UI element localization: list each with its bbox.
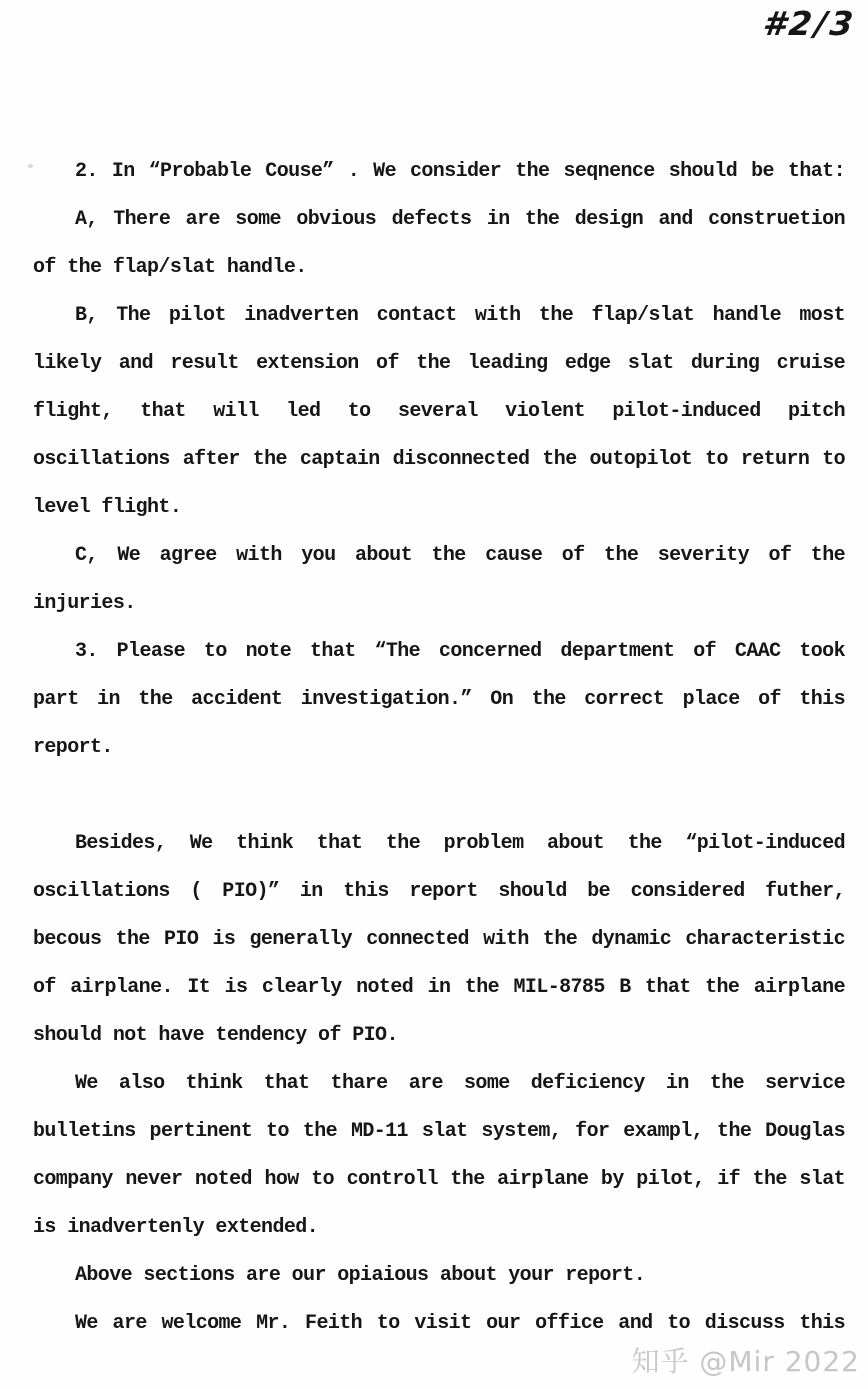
text-line: 3. Please to note that “The concerned department of CAAC took	[75, 640, 845, 663]
text-line: We are welcome Mr. Feith to visit our office and to discuss this	[75, 1312, 845, 1335]
text-line: level flight.	[33, 496, 182, 519]
letter-body	[33, 148, 845, 1348]
text-line: of airplane. It is clearly noted in the MIL-8785 B that the airplane	[33, 976, 845, 999]
text-line: oscillations after the captain disconnected the outopilot to return to	[33, 448, 845, 471]
watermark: 知乎 @Mir 2022	[631, 1345, 860, 1378]
text-line: injuries.	[33, 592, 136, 615]
handwritten-page-number: #2/3	[761, 4, 859, 43]
text-line: We also think that thare are some deficiency in the service	[75, 1072, 845, 1095]
text-line: B, The pilot inadverten contact with the flap/slat handle most	[75, 304, 845, 327]
text-line: is inadvertenly extended.	[33, 1216, 319, 1239]
text-line: should not have tendency of PIO.	[33, 1024, 398, 1047]
text-line: 2. In “Probable Couse” . We consider the seqnence should be that:	[75, 160, 845, 183]
text-line: oscillations ( PIO)” in this report should be considered futher,	[33, 880, 845, 903]
text-line: likely and result extension of the leading edge slat during cruise	[33, 352, 845, 375]
text-line: part in the accident investigation.” On the correct place of this	[33, 688, 845, 711]
text-line: bulletins pertinent to the MD-11 slat system, for exampl, the Douglas	[33, 1120, 845, 1143]
text-line: Above sections are our opiaious about your report.	[75, 1264, 646, 1287]
text-line: Besides, We think that the problem about the “pilot-induced	[75, 832, 845, 855]
text-line: A, There are some obvious defects in the design and construetion	[75, 208, 845, 231]
text-line: report.	[33, 736, 113, 759]
text-line: becous the PIO is generally connected with the dynamic characteristic	[33, 928, 845, 951]
text-line: company never noted how to controll the airplane by pilot, if the slat	[33, 1168, 845, 1191]
text-line: flight, that will led to several violent pilot-induced pitch	[33, 400, 845, 423]
text-line: of the flap/slat handle.	[33, 256, 307, 279]
text-line: C, We agree with you about the cause of the severity of the	[75, 544, 845, 567]
